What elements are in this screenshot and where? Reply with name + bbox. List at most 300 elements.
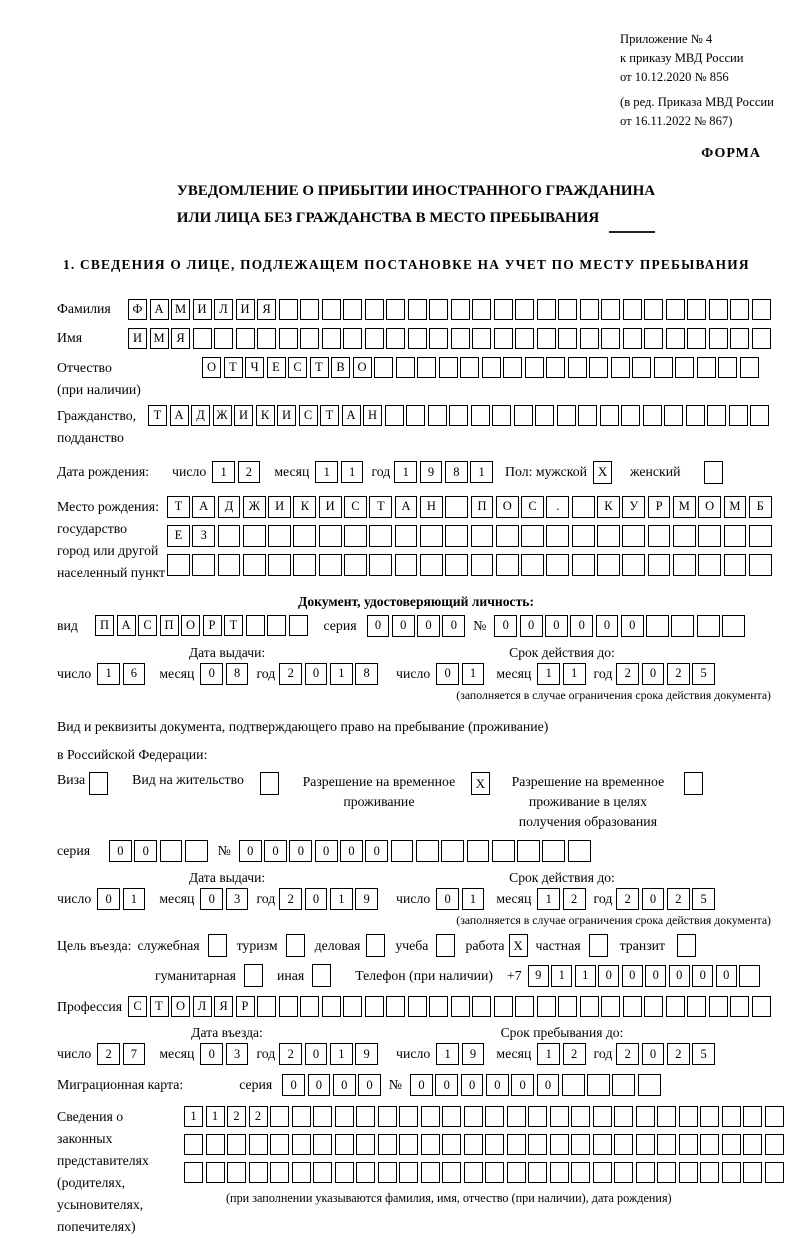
form-cell[interactable] xyxy=(557,405,576,426)
form-cell[interactable] xyxy=(267,615,286,636)
form-cell[interactable] xyxy=(537,328,556,349)
form-cell[interactable]: П xyxy=(160,615,179,636)
form-cell[interactable] xyxy=(439,357,458,378)
form-cell[interactable]: И xyxy=(193,299,212,320)
form-cell[interactable]: 1 xyxy=(206,1106,225,1127)
form-cell[interactable] xyxy=(528,1134,547,1155)
form-cell[interactable] xyxy=(270,1106,289,1127)
form-cell[interactable]: 0 xyxy=(435,1074,458,1096)
form-cell[interactable]: М xyxy=(150,328,169,349)
form-cell[interactable]: Л xyxy=(193,996,212,1017)
form-cell[interactable] xyxy=(614,1134,633,1155)
form-cell[interactable] xyxy=(765,1162,784,1183)
form-cell[interactable] xyxy=(471,525,494,547)
form-cell[interactable] xyxy=(636,1134,655,1155)
form-cell[interactable] xyxy=(515,299,534,320)
form-cell[interactable]: О xyxy=(202,357,221,378)
form-cell[interactable] xyxy=(636,1162,655,1183)
form-cell[interactable] xyxy=(730,996,749,1017)
form-cell[interactable]: М xyxy=(673,496,696,518)
form-cell[interactable] xyxy=(451,299,470,320)
form-cell[interactable] xyxy=(722,1162,741,1183)
form-cell[interactable] xyxy=(396,357,415,378)
form-cell[interactable] xyxy=(722,1106,741,1127)
form-cell[interactable]: О xyxy=(181,615,200,636)
form-cell[interactable]: 3 xyxy=(226,888,249,910)
form-cell[interactable] xyxy=(632,357,651,378)
form-cell[interactable] xyxy=(378,1134,397,1155)
form-cell[interactable] xyxy=(391,840,414,862)
form-cell[interactable]: 1 xyxy=(315,461,338,483)
form-cell[interactable] xyxy=(722,615,745,637)
form-cell[interactable] xyxy=(503,357,522,378)
form-cell[interactable] xyxy=(300,299,319,320)
form-cell[interactable]: Я xyxy=(171,328,190,349)
form-cell[interactable] xyxy=(622,554,645,576)
form-cell[interactable] xyxy=(675,357,694,378)
form-cell[interactable]: 1 xyxy=(537,1043,560,1065)
form-cell[interactable]: Р xyxy=(236,996,255,1017)
form-cell[interactable] xyxy=(648,554,671,576)
form-cell[interactable] xyxy=(657,1106,676,1127)
form-cell[interactable] xyxy=(679,1106,698,1127)
form-cell[interactable]: Д xyxy=(191,405,210,426)
form-cell[interactable] xyxy=(671,615,694,637)
form-cell[interactable] xyxy=(365,996,384,1017)
form-cell[interactable] xyxy=(558,996,577,1017)
form-cell[interactable] xyxy=(319,525,342,547)
form-cell[interactable] xyxy=(420,525,443,547)
form-cell[interactable]: 0 xyxy=(642,888,665,910)
form-cell[interactable] xyxy=(686,405,705,426)
form-cell[interactable] xyxy=(749,554,772,576)
form-cell[interactable]: 1 xyxy=(123,888,146,910)
form-cell[interactable]: 1 xyxy=(330,1043,353,1065)
form-cell[interactable]: 0 xyxy=(692,965,713,987)
form-cell[interactable] xyxy=(292,1106,311,1127)
form-cell[interactable] xyxy=(429,328,448,349)
form-cell[interactable]: 0 xyxy=(264,840,287,862)
form-cell[interactable]: 0 xyxy=(598,965,619,987)
form-cell[interactable] xyxy=(386,299,405,320)
form-cell[interactable] xyxy=(611,357,630,378)
purpose-tourism-checkbox[interactable] xyxy=(286,934,305,957)
form-cell[interactable] xyxy=(313,1134,332,1155)
form-cell[interactable] xyxy=(300,996,319,1017)
form-cell[interactable]: С xyxy=(128,996,147,1017)
form-cell[interactable] xyxy=(528,1106,547,1127)
form-cell[interactable] xyxy=(369,525,392,547)
purpose-official-checkbox[interactable] xyxy=(208,934,227,957)
form-cell[interactable]: Н xyxy=(420,496,443,518)
form-cell[interactable] xyxy=(687,299,706,320)
form-cell[interactable] xyxy=(679,1134,698,1155)
form-cell[interactable]: 0 xyxy=(494,615,517,637)
form-cell[interactable]: Я xyxy=(214,996,233,1017)
form-cell[interactable] xyxy=(546,554,569,576)
form-cell[interactable]: 0 xyxy=(442,615,465,637)
form-cell[interactable]: У xyxy=(622,496,645,518)
form-cell[interactable]: 0 xyxy=(200,663,223,685)
form-cell[interactable] xyxy=(709,328,728,349)
form-cell[interactable] xyxy=(335,1134,354,1155)
form-cell[interactable] xyxy=(399,1162,418,1183)
form-cell[interactable] xyxy=(227,1162,246,1183)
form-cell[interactable] xyxy=(601,299,620,320)
form-cell[interactable]: З xyxy=(192,525,215,547)
form-cell[interactable] xyxy=(445,525,468,547)
form-cell[interactable] xyxy=(722,1134,741,1155)
form-cell[interactable] xyxy=(416,840,439,862)
purpose-business-checkbox[interactable] xyxy=(366,934,385,957)
form-cell[interactable]: П xyxy=(471,496,494,518)
form-cell[interactable]: 0 xyxy=(642,663,665,685)
form-cell[interactable]: 7 xyxy=(123,1043,146,1065)
form-cell[interactable]: 2 xyxy=(616,1043,639,1065)
form-cell[interactable] xyxy=(752,996,771,1017)
form-cell[interactable] xyxy=(729,405,748,426)
form-cell[interactable] xyxy=(654,357,673,378)
form-cell[interactable]: И xyxy=(277,405,296,426)
form-cell[interactable]: 1 xyxy=(470,461,493,483)
form-cell[interactable] xyxy=(724,525,747,547)
form-cell[interactable]: И xyxy=(319,496,342,518)
form-cell[interactable] xyxy=(673,525,696,547)
form-cell[interactable]: 0 xyxy=(570,615,593,637)
form-cell[interactable] xyxy=(571,1106,590,1127)
form-cell[interactable]: 0 xyxy=(282,1074,305,1096)
form-cell[interactable]: 2 xyxy=(563,1043,586,1065)
form-cell[interactable]: 0 xyxy=(109,840,132,862)
form-cell[interactable]: 8 xyxy=(355,663,378,685)
form-cell[interactable]: 8 xyxy=(226,663,249,685)
form-cell[interactable] xyxy=(472,299,491,320)
form-cell[interactable] xyxy=(214,328,233,349)
form-cell[interactable]: 0 xyxy=(358,1074,381,1096)
form-cell[interactable] xyxy=(293,525,316,547)
form-cell[interactable]: 0 xyxy=(410,1074,433,1096)
purpose-humanitarian-checkbox[interactable] xyxy=(244,964,263,987)
form-cell[interactable]: 0 xyxy=(461,1074,484,1096)
form-cell[interactable] xyxy=(292,1162,311,1183)
form-cell[interactable]: 0 xyxy=(537,1074,560,1096)
form-cell[interactable] xyxy=(765,1106,784,1127)
form-cell[interactable]: 0 xyxy=(200,888,223,910)
form-cell[interactable] xyxy=(593,1134,612,1155)
form-cell[interactable] xyxy=(343,299,362,320)
form-cell[interactable] xyxy=(636,1106,655,1127)
form-cell[interactable] xyxy=(496,554,519,576)
form-cell[interactable] xyxy=(395,554,418,576)
form-cell[interactable] xyxy=(709,299,728,320)
form-cell[interactable]: 9 xyxy=(462,1043,485,1065)
form-cell[interactable]: 1 xyxy=(537,663,560,685)
form-cell[interactable] xyxy=(313,1162,332,1183)
form-cell[interactable]: 0 xyxy=(134,840,157,862)
form-cell[interactable] xyxy=(698,554,721,576)
form-cell[interactable] xyxy=(587,1074,610,1096)
form-cell[interactable]: Р xyxy=(203,615,222,636)
form-cell[interactable]: О xyxy=(353,357,372,378)
form-cell[interactable] xyxy=(421,1162,440,1183)
form-cell[interactable] xyxy=(356,1106,375,1127)
form-cell[interactable] xyxy=(730,299,749,320)
form-cell[interactable]: М xyxy=(724,496,747,518)
form-cell[interactable] xyxy=(643,405,662,426)
form-cell[interactable]: 5 xyxy=(692,663,715,685)
form-cell[interactable] xyxy=(718,357,737,378)
form-cell[interactable] xyxy=(236,328,255,349)
form-cell[interactable] xyxy=(289,615,308,636)
form-cell[interactable] xyxy=(293,554,316,576)
form-cell[interactable]: 0 xyxy=(367,615,390,637)
form-cell[interactable]: Т xyxy=(167,496,190,518)
form-cell[interactable] xyxy=(343,328,362,349)
form-cell[interactable] xyxy=(442,1106,461,1127)
form-cell[interactable] xyxy=(614,1106,633,1127)
form-cell[interactable]: 0 xyxy=(200,1043,223,1065)
form-cell[interactable] xyxy=(378,1106,397,1127)
form-cell[interactable] xyxy=(218,554,241,576)
form-cell[interactable] xyxy=(657,1134,676,1155)
form-cell[interactable] xyxy=(550,1162,569,1183)
form-cell[interactable]: 2 xyxy=(667,663,690,685)
form-cell[interactable] xyxy=(378,1162,397,1183)
form-cell[interactable] xyxy=(666,996,685,1017)
form-cell[interactable] xyxy=(246,615,265,636)
form-cell[interactable]: 2 xyxy=(279,1043,302,1065)
form-cell[interactable]: 1 xyxy=(330,888,353,910)
form-cell[interactable]: Т xyxy=(320,405,339,426)
form-cell[interactable] xyxy=(601,328,620,349)
form-cell[interactable]: 1 xyxy=(537,888,560,910)
form-cell[interactable] xyxy=(344,525,367,547)
form-cell[interactable] xyxy=(657,1162,676,1183)
form-cell[interactable] xyxy=(730,328,749,349)
form-cell[interactable]: 1 xyxy=(551,965,572,987)
form-cell[interactable] xyxy=(460,357,479,378)
form-cell[interactable]: И xyxy=(236,299,255,320)
form-cell[interactable]: 0 xyxy=(340,840,363,862)
form-cell[interactable] xyxy=(408,996,427,1017)
form-cell[interactable] xyxy=(485,1162,504,1183)
form-cell[interactable]: Т xyxy=(310,357,329,378)
form-cell[interactable]: А xyxy=(342,405,361,426)
form-cell[interactable] xyxy=(243,554,266,576)
form-cell[interactable]: 2 xyxy=(97,1043,120,1065)
form-cell[interactable] xyxy=(467,840,490,862)
form-cell[interactable] xyxy=(568,357,587,378)
form-cell[interactable]: 0 xyxy=(305,888,328,910)
form-cell[interactable] xyxy=(492,840,515,862)
form-cell[interactable]: Я xyxy=(257,299,276,320)
form-cell[interactable] xyxy=(184,1134,203,1155)
form-cell[interactable] xyxy=(279,996,298,1017)
form-cell[interactable] xyxy=(492,405,511,426)
form-cell[interactable]: Н xyxy=(363,405,382,426)
form-cell[interactable]: 0 xyxy=(669,965,690,987)
form-cell[interactable]: 0 xyxy=(392,615,415,637)
form-cell[interactable] xyxy=(445,496,468,518)
form-cell[interactable] xyxy=(464,1106,483,1127)
purpose-work-checkbox[interactable]: X xyxy=(509,934,528,957)
form-cell[interactable]: К xyxy=(256,405,275,426)
form-cell[interactable] xyxy=(421,1106,440,1127)
form-cell[interactable] xyxy=(279,299,298,320)
form-cell[interactable] xyxy=(268,525,291,547)
form-cell[interactable]: 0 xyxy=(333,1074,356,1096)
form-cell[interactable]: 0 xyxy=(436,663,459,685)
form-cell[interactable] xyxy=(249,1162,268,1183)
form-cell[interactable] xyxy=(515,328,534,349)
form-cell[interactable] xyxy=(374,357,393,378)
form-cell[interactable]: С xyxy=(138,615,157,636)
form-cell[interactable] xyxy=(597,525,620,547)
form-cell[interactable]: 1 xyxy=(575,965,596,987)
form-cell[interactable] xyxy=(593,1106,612,1127)
form-cell[interactable]: 0 xyxy=(520,615,543,637)
form-cell[interactable] xyxy=(697,615,720,637)
form-cell[interactable] xyxy=(185,840,208,862)
form-cell[interactable] xyxy=(749,525,772,547)
form-cell[interactable] xyxy=(673,554,696,576)
form-cell[interactable]: 0 xyxy=(308,1074,331,1096)
form-cell[interactable] xyxy=(485,1134,504,1155)
form-cell[interactable]: 0 xyxy=(417,615,440,637)
form-cell[interactable] xyxy=(395,525,418,547)
form-cell[interactable]: . xyxy=(546,496,569,518)
form-cell[interactable]: 0 xyxy=(622,965,643,987)
form-cell[interactable] xyxy=(638,1074,661,1096)
form-cell[interactable]: А xyxy=(395,496,418,518)
form-cell[interactable] xyxy=(464,1162,483,1183)
form-cell[interactable]: 1 xyxy=(436,1043,459,1065)
form-cell[interactable]: Л xyxy=(214,299,233,320)
form-cell[interactable] xyxy=(571,1162,590,1183)
form-cell[interactable] xyxy=(700,1134,719,1155)
form-cell[interactable] xyxy=(471,405,490,426)
form-cell[interactable]: 0 xyxy=(315,840,338,862)
form-cell[interactable] xyxy=(249,1134,268,1155)
form-cell[interactable] xyxy=(494,996,513,1017)
form-cell[interactable] xyxy=(589,357,608,378)
form-cell[interactable] xyxy=(687,328,706,349)
form-cell[interactable]: 2 xyxy=(667,888,690,910)
option-rvp-checkbox[interactable]: X xyxy=(471,772,490,795)
form-cell[interactable] xyxy=(525,357,544,378)
form-cell[interactable]: 1 xyxy=(563,663,586,685)
form-cell[interactable] xyxy=(494,299,513,320)
form-cell[interactable] xyxy=(750,405,769,426)
form-cell[interactable]: 0 xyxy=(436,888,459,910)
form-cell[interactable] xyxy=(257,328,276,349)
option-rvp-education-checkbox[interactable] xyxy=(684,772,703,795)
form-cell[interactable]: Б xyxy=(749,496,772,518)
form-cell[interactable] xyxy=(406,405,425,426)
form-cell[interactable]: Ф xyxy=(128,299,147,320)
form-cell[interactable]: 9 xyxy=(355,1043,378,1065)
form-cell[interactable] xyxy=(218,525,241,547)
form-cell[interactable] xyxy=(292,1134,311,1155)
form-cell[interactable]: 0 xyxy=(596,615,619,637)
form-cell[interactable] xyxy=(517,840,540,862)
form-cell[interactable] xyxy=(429,996,448,1017)
form-cell[interactable]: 9 xyxy=(528,965,549,987)
form-cell[interactable] xyxy=(428,405,447,426)
form-cell[interactable]: А xyxy=(150,299,169,320)
form-cell[interactable] xyxy=(700,1106,719,1127)
form-cell[interactable] xyxy=(578,405,597,426)
form-cell[interactable]: 1 xyxy=(97,663,120,685)
form-cell[interactable]: 1 xyxy=(462,888,485,910)
form-cell[interactable] xyxy=(192,554,215,576)
form-cell[interactable]: 2 xyxy=(227,1106,246,1127)
form-cell[interactable] xyxy=(322,299,341,320)
sex-male-checkbox[interactable]: X xyxy=(593,461,612,484)
form-cell[interactable] xyxy=(421,1134,440,1155)
form-cell[interactable] xyxy=(666,299,685,320)
purpose-other-checkbox[interactable] xyxy=(312,964,331,987)
purpose-study-checkbox[interactable] xyxy=(436,934,455,957)
form-cell[interactable] xyxy=(442,1162,461,1183)
form-cell[interactable]: 1 xyxy=(330,663,353,685)
form-cell[interactable]: 5 xyxy=(692,888,715,910)
form-cell[interactable] xyxy=(537,996,556,1017)
form-cell[interactable] xyxy=(572,554,595,576)
form-cell[interactable]: 0 xyxy=(645,965,666,987)
form-cell[interactable] xyxy=(580,299,599,320)
form-cell[interactable]: О xyxy=(496,496,519,518)
form-cell[interactable] xyxy=(644,996,663,1017)
form-cell[interactable] xyxy=(521,554,544,576)
form-cell[interactable]: 9 xyxy=(355,888,378,910)
form-cell[interactable] xyxy=(445,554,468,576)
form-cell[interactable] xyxy=(472,996,491,1017)
form-cell[interactable] xyxy=(420,554,443,576)
form-cell[interactable] xyxy=(571,1134,590,1155)
form-cell[interactable] xyxy=(648,525,671,547)
form-cell[interactable] xyxy=(485,1106,504,1127)
form-cell[interactable]: 2 xyxy=(279,888,302,910)
form-cell[interactable] xyxy=(679,1162,698,1183)
form-cell[interactable] xyxy=(597,554,620,576)
form-cell[interactable]: А xyxy=(117,615,136,636)
form-cell[interactable] xyxy=(399,1134,418,1155)
form-cell[interactable] xyxy=(343,996,362,1017)
form-cell[interactable]: 2 xyxy=(563,888,586,910)
form-cell[interactable] xyxy=(644,299,663,320)
form-cell[interactable] xyxy=(365,328,384,349)
form-cell[interactable]: 0 xyxy=(545,615,568,637)
form-cell[interactable] xyxy=(593,1162,612,1183)
form-cell[interactable]: 2 xyxy=(616,663,639,685)
form-cell[interactable] xyxy=(601,996,620,1017)
form-cell[interactable]: 2 xyxy=(616,888,639,910)
form-cell[interactable] xyxy=(572,525,595,547)
form-cell[interactable] xyxy=(227,1134,246,1155)
form-cell[interactable] xyxy=(494,328,513,349)
form-cell[interactable] xyxy=(193,328,212,349)
form-cell[interactable]: 1 xyxy=(462,663,485,685)
form-cell[interactable] xyxy=(752,299,771,320)
form-cell[interactable] xyxy=(558,328,577,349)
form-cell[interactable] xyxy=(300,328,319,349)
form-cell[interactable]: 0 xyxy=(716,965,737,987)
form-cell[interactable]: 0 xyxy=(642,1043,665,1065)
form-cell[interactable] xyxy=(743,1134,762,1155)
form-cell[interactable] xyxy=(709,996,728,1017)
form-cell[interactable]: О xyxy=(171,996,190,1017)
